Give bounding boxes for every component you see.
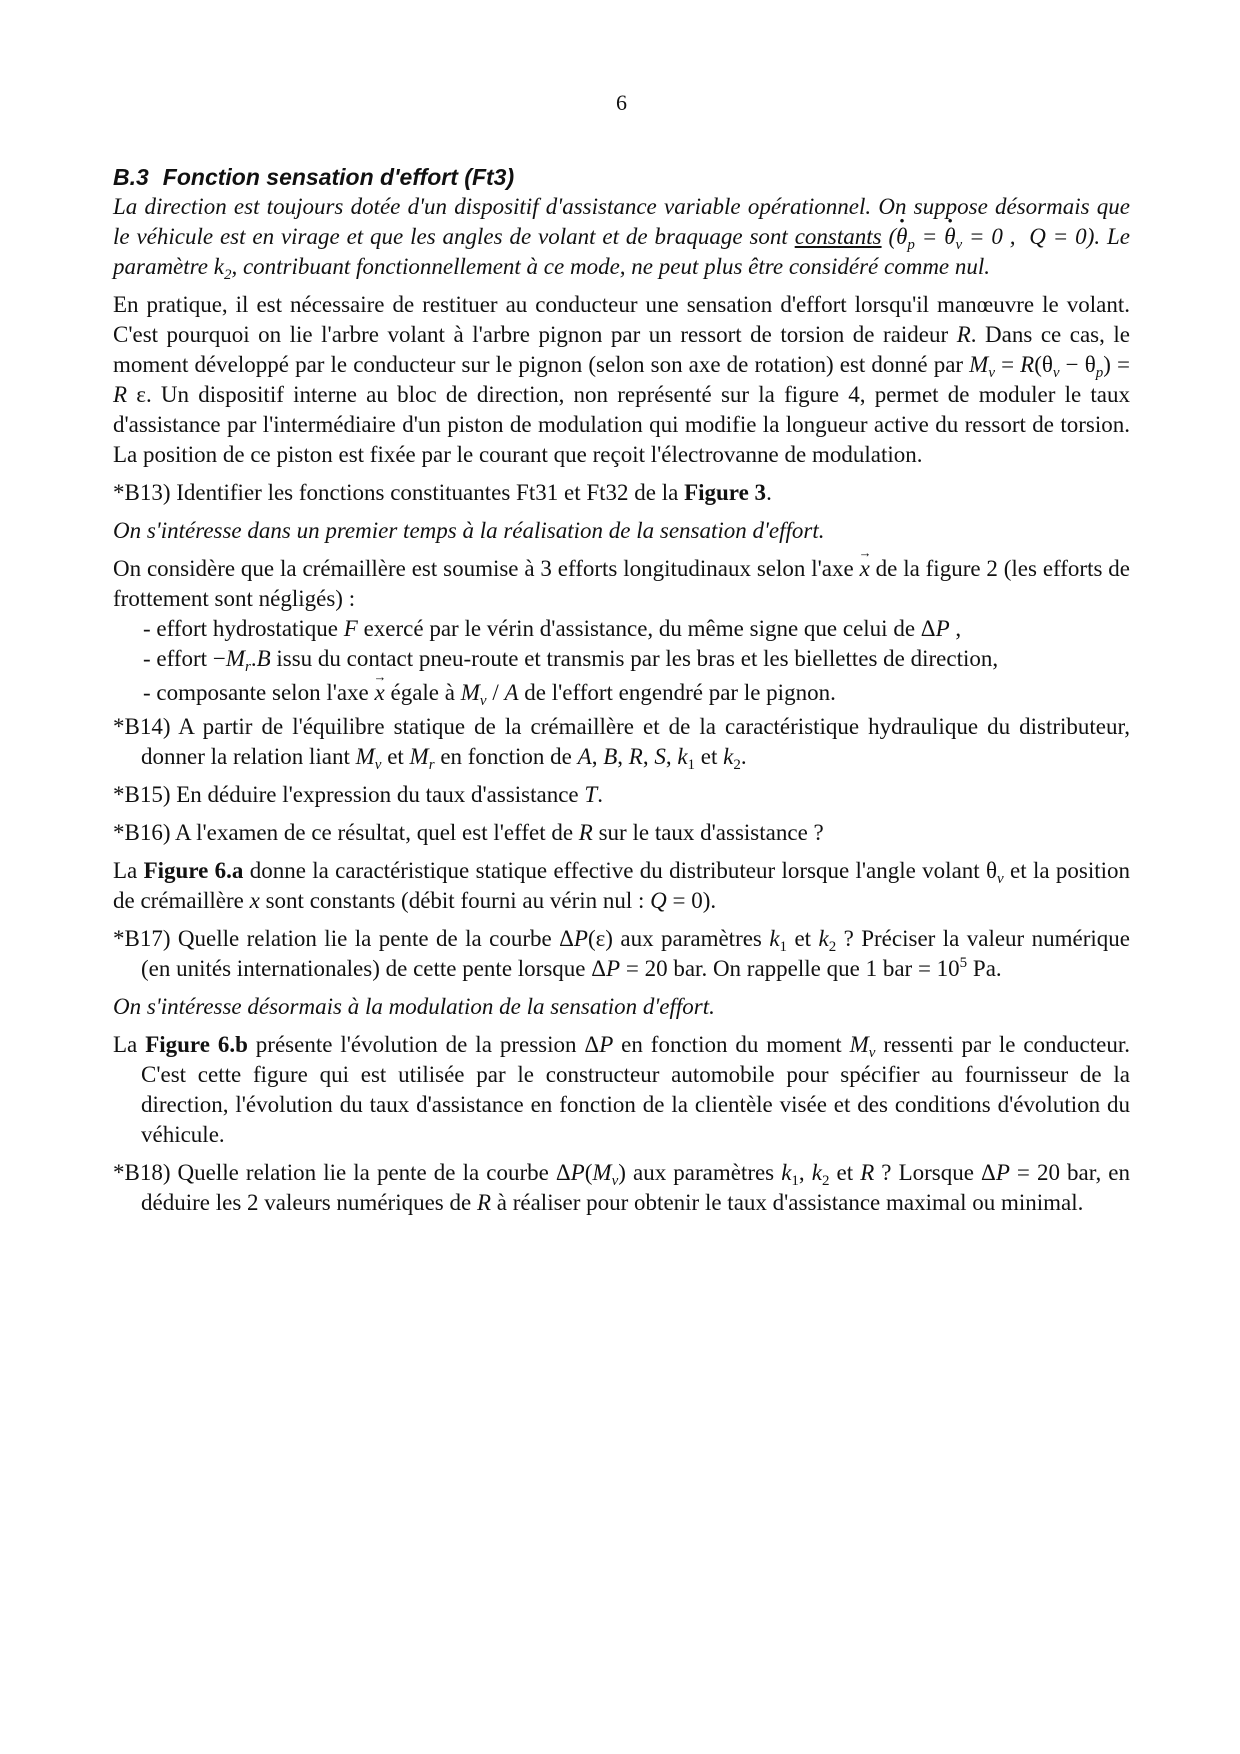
b13-figure-ref: Figure 3	[684, 480, 767, 505]
para4-c: en fonction du moment	[613, 1032, 850, 1057]
paragraph-figure-6b: La Figure 6.b présente l'évolution de la pression ΔP en fonction du moment $M_v$ ressenti par le conducteur. C'est cette figure qui est utilisée par le constructeur automobile pour spécifier au fournisseur de la direction, l'évolution du taux d'assistance en fonction de la clientèle visée et des conditions d'évolution du véhicule.	[113, 1032, 1130, 1147]
section-title	[113, 162, 1130, 192]
b14-a: *B14) A partir de l'équilibre statique de la crémaillère et de la caractéristique hydraulique du distributeur, donner la relation liant	[113, 714, 1130, 769]
para3-b: donne la caractéristique statique effective du distributeur lorsque l'angle volant	[243, 858, 986, 883]
list-1a: - effort hydrostatique	[143, 616, 344, 641]
b14-c: en fonction de	[434, 744, 578, 769]
intro-underlined: constants	[794, 224, 882, 249]
b14-d: et	[695, 744, 724, 769]
list-2b: issu du contact pneu-route et transmis par les bras et les biellettes de direction,	[270, 646, 999, 671]
list-1b: exercé par le vérin d'assistance, du même signe que celui de	[357, 616, 921, 641]
b18-b: aux paramètres	[625, 1160, 782, 1185]
para3-c: et la position de crémaillère	[113, 858, 1130, 913]
para1-text-c: . Un dispositif interne au bloc de direction, non représenté sur la figure 4, permet de moduler le taux d'assistance par l'intermédiaire d'un piston de modulation qui modifie la longueur active du ressort de torsion. La position de ce piston est fixée par le courant que reçoit l'électrovanne de modulation.	[113, 382, 1130, 467]
b17-a: *B17) Quelle relation lie la pente de la courbe	[113, 926, 560, 951]
question-b15: *B15) En déduire l'expression du taux d'assistance T.	[113, 782, 603, 807]
question-b17: *B17) Quelle relation lie la pente de la courbe ΔP(ε) aux paramètres $k_1$ et $k_2$ ? Préciser la valeur numérique (en unités internationales) de cette pente lorsque ΔP = 20 bar. On rappelle que 1 bar = $10^5$ Pa.	[113, 926, 1130, 981]
b17-f: Pa.	[967, 956, 1002, 981]
para4-a: La	[113, 1032, 146, 1057]
b15-b: .	[597, 782, 603, 807]
b17-c: et	[787, 926, 819, 951]
para1-r: R	[956, 322, 971, 347]
list-3b: égale à	[384, 680, 461, 705]
para2-text-b: de la figure 2 (les efforts de frottement sont négligés) :	[113, 556, 1130, 611]
b13-text: *B13) Identifier les fonctions constituantes Ft31 et Ft32 de la	[113, 480, 685, 505]
intro-text-3: , contribuant fonctionnellement à ce mode, ne peut plus être considéré comme nul.	[231, 254, 991, 279]
italic-note-2: On s'intéresse désormais à la modulation de la sensation d'effort.	[113, 994, 715, 1019]
b18-a: *B18) Quelle relation lie la pente de la courbe	[113, 1160, 556, 1185]
b15-a: *B15) En déduire l'expression du taux d'assistance	[113, 782, 585, 807]
para4-d: ressenti par le conducteur. C'est cette figure qui est utilisée par le constructeur automobile pour spécifier au fournisseur de la direction, l'évolution du taux d'assistance en fonction de la clientèle visée et des conditions d'évolution du véhicule.	[141, 1032, 1130, 1147]
b14-b: et	[381, 744, 410, 769]
page	[113, 88, 1130, 1226]
b16-a: *B16) A l'examen de ce résultat, quel est l'effet de	[113, 820, 579, 845]
b17-e: 20 bar. On rappelle que 1 bar = 10	[638, 956, 960, 981]
para4-figure-ref: Figure 6.b	[145, 1032, 248, 1057]
b18-d: ? Lorsque	[874, 1160, 982, 1185]
list-item: - effort $-M_r.B$ issu du contact pneu-route et transmis par les bras et les biellettes de direction,	[143, 646, 999, 675]
para4-b: présente l'évolution de la pression	[247, 1032, 585, 1057]
para1-text-a: En pratique, il est nécessaire de restituer au conducteur une sensation d'effort lorsqu'il manœuvre le volant. C'est pourquoi on lie l'arbre volant à l'arbre pignon par un ressort de torsion de raideur	[113, 292, 1130, 347]
paragraph-figure-6a: La Figure 6.a donne la caractéristique statique effective du distributeur lorsque l'angle volant $\theta_v$ et la position de crémaillère x sont constants (débit fourni au vérin nul : Q = 0).	[113, 858, 1130, 913]
list-3a: - composante selon l'axe	[143, 680, 375, 705]
intro-paragraph: La direction est toujours dotée d'un dispositif d'assistance variable opérationnel. On suppose désormais que le véhicule est en virage et que les angles de volant et de braquage sont constants (· $\theta_p$ = · $\theta_v = 0$ , Q = 0). Le paramètre $k_2$, contribuant fonctionnellement à ce mode, ne peut plus être considéré comme nul.	[113, 192, 1130, 282]
para2-text-a: On considère que la crémaillère est soumise à 3 efforts longitudinaux selon l'axe	[113, 556, 860, 581]
b16-b: sur le taux d'assistance ?	[592, 820, 824, 845]
paragraph-efforts: On considère que la crémaillère est soumise à 3 efforts longitudinaux selon l'axe → x de la figure 2 (les efforts de frottement sont négligés) :	[113, 554, 1130, 614]
section-label: B.3	[113, 164, 149, 190]
b18-e: 20 bar, en déduire les 2 valeurs numériques de	[141, 1160, 1131, 1215]
b18-c: et	[829, 1160, 861, 1185]
question-b18: *B18) Quelle relation lie la pente de la courbe $\Delta P(M_v)$ aux paramètres $k_1$, $k_2$ et R ? Lorsque ΔP = 20 bar, en déduire les 2 valeurs numériques de R à réaliser pour obtenir le taux d'assistance maximal ou minimal.	[113, 1160, 1131, 1215]
list-3c: de l'effort engendré par le pignon.	[518, 680, 836, 705]
para3-a: La	[113, 858, 144, 883]
list-item: - effort hydrostatique F exercé par le vérin d'assistance, du même signe que celui de ΔP ,	[143, 616, 962, 641]
b13-end: .	[766, 480, 772, 505]
b17-d: ? Préciser la valeur numérique (en unités internationales) de cette pente lorsque	[141, 926, 1130, 981]
para3-e: ).	[702, 888, 717, 913]
b18-f: à réaliser pour obtenir le taux d'assistance maximal ou minimal.	[491, 1190, 1084, 1215]
effort-list	[143, 614, 1130, 708]
b17-b: aux paramètres	[612, 926, 770, 951]
question-b14: *B14) A partir de l'équilibre statique de la crémaillère et de la caractéristique hydraulique du distributeur, donner la relation liant $M_v$ et $M_r$ en fonction de A, B, R, S, $k_1$ et $k_2$.	[113, 714, 1130, 773]
b17-exponent: 5	[959, 955, 968, 971]
question-b13	[113, 478, 1130, 508]
para1-text-b: . Dans ce cas, le moment développé par le conducteur sur le pignon (selon son axe de rotation) est donné par	[113, 322, 1130, 377]
para3-figure-ref: Figure 6.a	[143, 858, 244, 883]
italic-note-1: On s'intéresse dans un premier temps à la réalisation de la sensation d'effort.	[113, 518, 825, 543]
list-2a: - effort	[143, 646, 213, 671]
page-number: 6	[616, 90, 627, 115]
para3-d: sont constants (débit fourni au vérin nul :	[259, 888, 651, 913]
intro-text-1: La direction est toujours dotée d'un dispositif d'assistance variable opérationnel. On suppose désormais que le véhicule est en virage et que les angles de volant et de braquage sont	[113, 194, 1130, 249]
section-title-text: Fonction sensation d'effort (Ft3)	[162, 164, 515, 190]
list-item: - composante selon l'axe → x égale à $M_v$ / A de l'effort engendré par le pignon.	[143, 678, 1130, 708]
question-b16: *B16) A l'examen de ce résultat, quel est l'effet de R sur le taux d'assistance ?	[113, 820, 824, 845]
intro-text-2: ). Le paramètre	[113, 224, 1130, 279]
paragraph-ressort: En pratique, il est nécessaire de restituer au conducteur une sensation d'effort lorsqu'il manœuvre le volant. C'est pourquoi on lie l'arbre volant à l'arbre pignon par un ressort de torsion de raideur R. Dans ce cas, le moment développé par le conducteur sur le pignon (selon son axe de rotation) est donné par $M_v = R(\theta_v - \theta_p) = R$ ε. Un dispositif interne au bloc de direction, non représenté sur la figure 4, permet de moduler le taux d'assistance par l'intermédiaire d'un piston de modulation qui modifie la longueur active du ressort de torsion. La position de ce piston est fixée par le courant que reçoit l'électrovanne de modulation.	[113, 292, 1130, 467]
